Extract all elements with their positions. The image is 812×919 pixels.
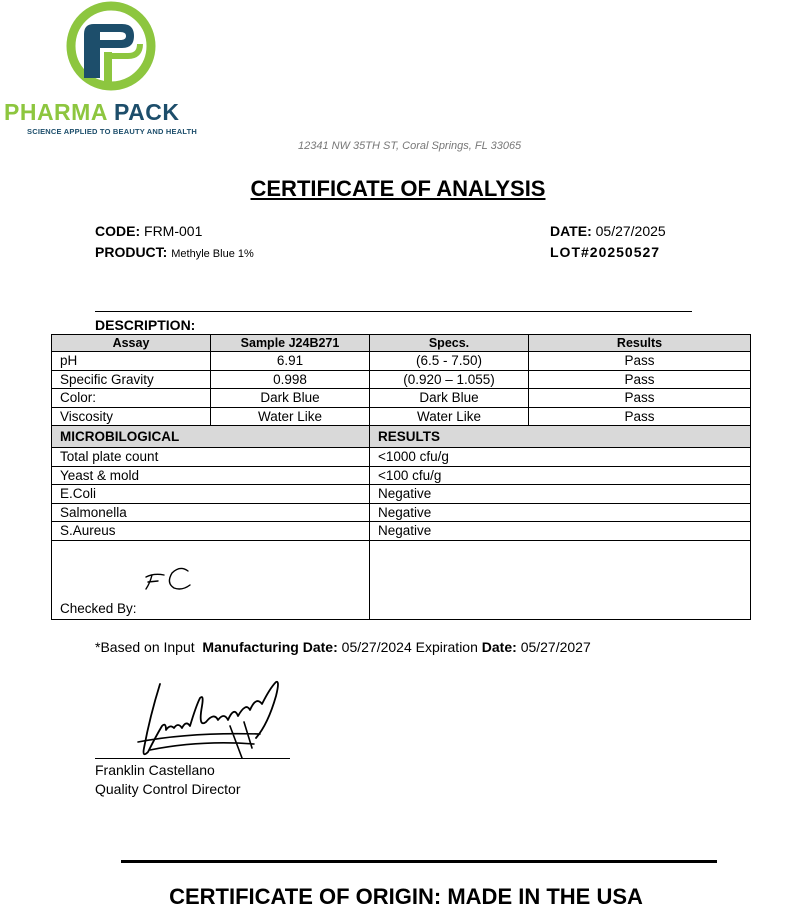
brand-name (4, 99, 179, 126)
assay-cell: pH (52, 352, 211, 371)
micro-test-cell: Salmonella (52, 503, 370, 522)
table-row (52, 466, 751, 485)
lot-number: LOT#20250527 (550, 244, 661, 260)
checked-by-cell: Checked By: (52, 540, 370, 619)
assay-cell: Viscosity (52, 407, 211, 426)
table-row (52, 352, 751, 371)
company-address: 12341 NW 35TH ST, Coral Springs, FL 33065 (298, 140, 522, 152)
signer-name: Franklin Castellano (95, 762, 215, 778)
spec-cell: Dark Blue (370, 389, 529, 408)
empty-cell (370, 540, 751, 619)
table-row (52, 485, 751, 504)
code-field (95, 223, 202, 239)
header-specs: Specs. (370, 335, 529, 352)
code-value: FRM-001 (144, 223, 203, 239)
micro-header-row (52, 426, 751, 448)
divider-line (95, 311, 692, 312)
mfg-label: Manufacturing Date: (202, 639, 338, 655)
brand-pharma: PHARMA (4, 99, 108, 125)
table-row (52, 370, 751, 389)
date-value: 05/27/2025 (595, 223, 666, 239)
micro-test-cell: Yeast & mold (52, 466, 370, 485)
header-results: Results (529, 335, 751, 352)
spec-cell: (0.920 – 1.055) (370, 370, 529, 389)
dates-note (95, 639, 591, 655)
result-cell: Pass (529, 370, 751, 389)
table-header-row (52, 335, 751, 352)
micro-header: MICROBILOGICAL (52, 426, 370, 448)
micro-results-header: RESULTS (370, 426, 751, 448)
sample-cell: 6.91 (211, 352, 370, 371)
micro-result-cell: Negative (370, 503, 751, 522)
assay-cell: Specific Gravity (52, 370, 211, 389)
result-cell: Pass (529, 352, 751, 371)
spec-cell: Water Like (370, 407, 529, 426)
micro-test-cell: Total plate count (52, 448, 370, 467)
mfg-value: 05/27/2024 (341, 639, 412, 655)
code-label: CODE: (95, 223, 141, 239)
initials-signature-icon (142, 563, 202, 593)
micro-result-cell: Negative (370, 485, 751, 504)
result-cell: Pass (529, 407, 751, 426)
micro-test-cell: E.Coli (52, 485, 370, 504)
pharma-pack-logo-icon (0, 0, 230, 100)
brand-tagline: SCIENCE APPLIED TO BEAUTY AND HEALTH (27, 127, 197, 136)
table-row (52, 503, 751, 522)
certificate-of-origin: CERTIFICATE OF ORIGIN: MADE IN THE USA (169, 884, 643, 909)
assay-cell: Color: (52, 389, 211, 408)
product-label: PRODUCT: (95, 244, 168, 260)
date-label: DATE: (550, 223, 592, 239)
exp-label: Date: (481, 639, 517, 655)
header-sample: Sample J24B271 (211, 335, 370, 352)
header-assay: Assay (52, 335, 211, 352)
description-label: DESCRIPTION: (95, 317, 196, 333)
micro-test-cell: S.Aureus (52, 522, 370, 541)
table-row (52, 407, 751, 426)
micro-result-cell: Negative (370, 522, 751, 541)
exp-value: 05/27/2027 (520, 639, 591, 655)
exp-prefix: Expiration (415, 639, 478, 655)
table-row (52, 389, 751, 408)
micro-result-cell: <1000 cfu/g (370, 448, 751, 467)
signer-title: Quality Control Director (95, 781, 241, 797)
sample-cell: 0.998 (211, 370, 370, 389)
director-signature-icon (130, 676, 290, 766)
brand-pack: PACK (113, 99, 180, 125)
product-field (95, 244, 254, 260)
sample-cell: Dark Blue (211, 389, 370, 408)
table-row (52, 522, 751, 541)
product-value: Methyle Blue 1% (171, 248, 254, 260)
spec-cell: (6.5 - 7.50) (370, 352, 529, 371)
micro-result-cell: <100 cfu/g (370, 466, 751, 485)
bottom-divider (121, 860, 717, 863)
document-title: CERTIFICATE OF ANALYSIS (250, 176, 546, 201)
table-row (52, 448, 751, 467)
sample-cell: Water Like (211, 407, 370, 426)
signature-line (95, 758, 290, 759)
date-field (550, 223, 666, 239)
based-prefix: *Based on Input (95, 639, 195, 655)
result-cell: Pass (529, 389, 751, 408)
